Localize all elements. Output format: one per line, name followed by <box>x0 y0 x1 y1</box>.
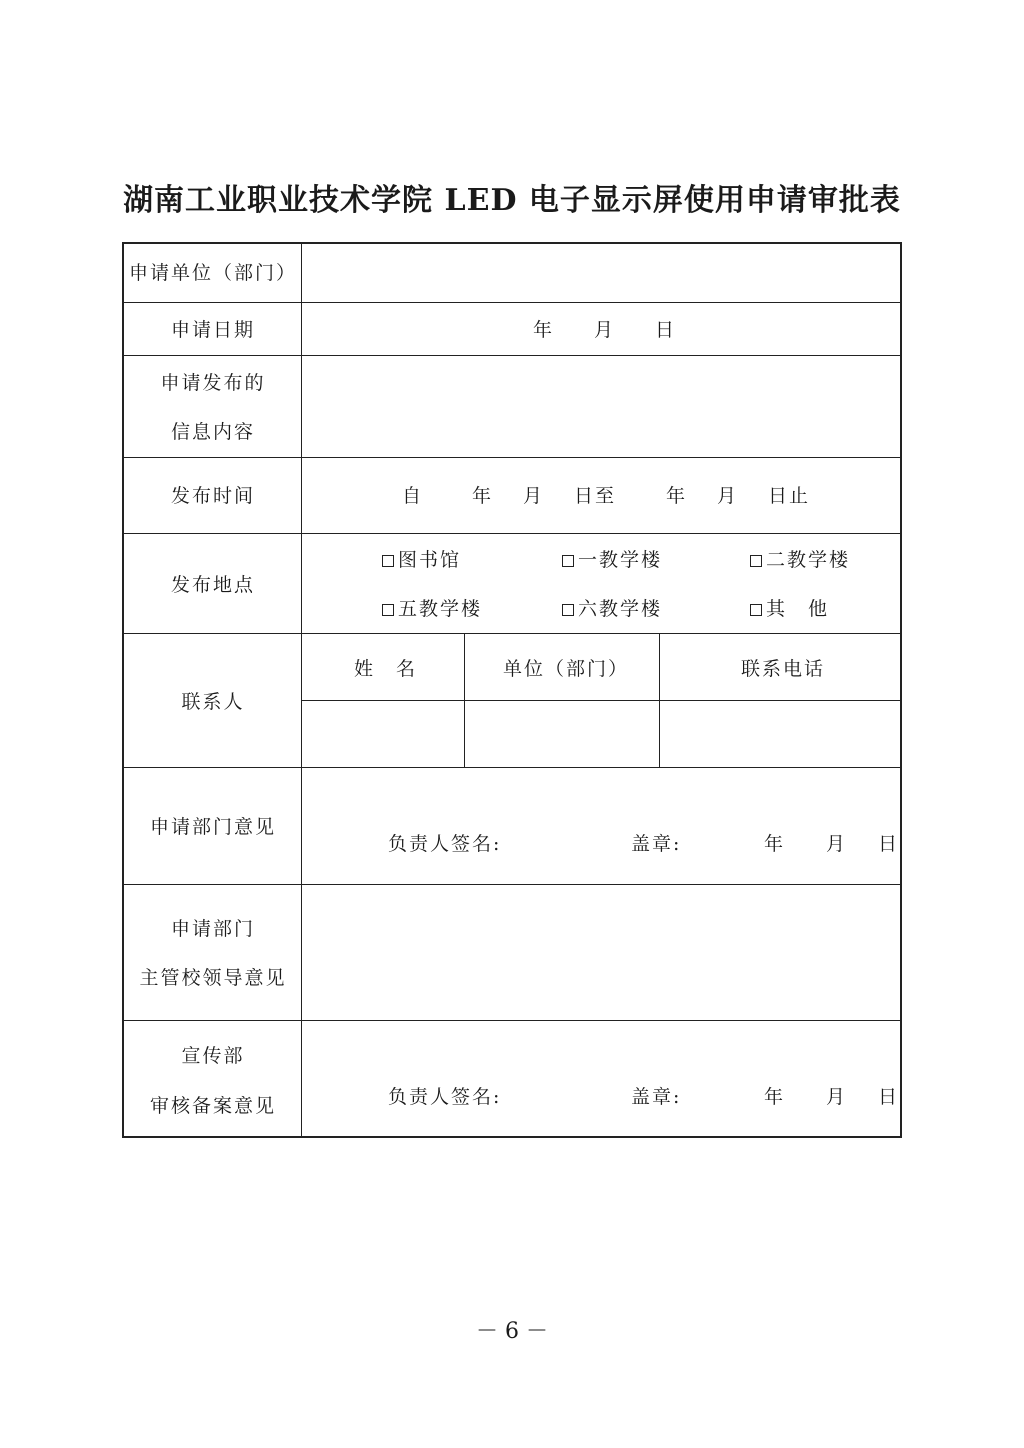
applicant-unit-field[interactable] <box>304 246 898 301</box>
date-year: 年 <box>533 319 555 341</box>
contact-name-field[interactable] <box>304 702 462 766</box>
content-field[interactable] <box>304 357 898 456</box>
leader-opinion-field[interactable] <box>304 886 898 1019</box>
content-label-line1: 申请发布的 <box>160 372 266 394</box>
publicity-signer-label: 负责人签名: <box>388 1086 502 1108</box>
time-from: 自 <box>402 485 424 507</box>
publicity-label-line1: 宣传部 <box>181 1045 245 1067</box>
approval-form-table <box>122 242 902 1138</box>
publish-time-field[interactable] <box>304 459 898 532</box>
contact-header-phone: 联系电话 <box>741 658 826 680</box>
leader-opinion-label-line1: 申请部门 <box>170 918 255 940</box>
checkbox-icon[interactable] <box>382 604 394 616</box>
publicity-sign-day: 日 <box>878 1086 900 1108</box>
publish-time-label: 发布时间 <box>170 485 255 507</box>
contact-label: 联系人 <box>181 691 245 713</box>
publish-location-label: 发布地点 <box>170 574 255 596</box>
time-day-end: 日止 <box>768 485 811 507</box>
time-day-to: 日至 <box>574 485 617 507</box>
checkbox-icon[interactable] <box>562 555 574 567</box>
time-year2: 年 <box>666 485 688 507</box>
publicity-sign-month: 月 <box>826 1086 848 1108</box>
dept-seal-label: 盖章: <box>631 833 682 855</box>
checkbox-icon[interactable] <box>750 555 762 567</box>
time-year1: 年 <box>472 485 494 507</box>
publicity-seal-label: 盖章: <box>631 1086 682 1108</box>
dept-opinion-label: 申请部门意见 <box>149 816 276 838</box>
dept-sign-year: 年 <box>764 833 786 855</box>
publicity-label-line2: 审核备案意见 <box>149 1095 276 1117</box>
apply-date-label: 申请日期 <box>170 319 255 341</box>
apply-date-field[interactable] <box>304 304 898 354</box>
applicant-unit-label: 申请单位（部门） <box>128 262 297 284</box>
location-building-6[interactable]: 六教学楼 <box>562 600 662 619</box>
dept-sign-day: 日 <box>878 833 900 855</box>
checkbox-icon[interactable] <box>562 604 574 616</box>
location-building-2[interactable]: 二教学楼 <box>750 551 850 570</box>
dept-signer-label: 负责人签名: <box>388 833 502 855</box>
content-label-line2: 信息内容 <box>170 421 255 443</box>
checkbox-icon[interactable] <box>750 604 762 616</box>
publicity-sign-year: 年 <box>764 1086 786 1108</box>
location-library[interactable]: 图书馆 <box>382 551 461 570</box>
contact-header-unit: 单位（部门） <box>503 658 630 680</box>
page-number: － 6 － <box>476 1319 548 1344</box>
contact-phone-field[interactable] <box>662 702 898 766</box>
contact-header-name: 姓 名 <box>354 658 418 680</box>
time-month1: 月 <box>523 485 545 507</box>
dept-sign-month: 月 <box>826 833 848 855</box>
location-building-5[interactable]: 五教学楼 <box>382 600 482 619</box>
dept-opinion-field[interactable] <box>304 769 898 883</box>
checkbox-icon[interactable] <box>382 555 394 567</box>
location-other[interactable]: 其 他 <box>750 600 829 619</box>
date-month: 月 <box>594 319 616 341</box>
publicity-opinion-field[interactable] <box>304 1022 898 1134</box>
date-day: 日 <box>655 319 677 341</box>
contact-unit-field[interactable] <box>467 702 657 766</box>
leader-opinion-label-line2: 主管校领导意见 <box>139 967 287 989</box>
form-title: 湖南工业职业技术学院 LED 电子显示屏使用申请审批表 <box>123 183 901 218</box>
time-month2: 月 <box>717 485 739 507</box>
location-building-1[interactable]: 一教学楼 <box>562 551 662 570</box>
